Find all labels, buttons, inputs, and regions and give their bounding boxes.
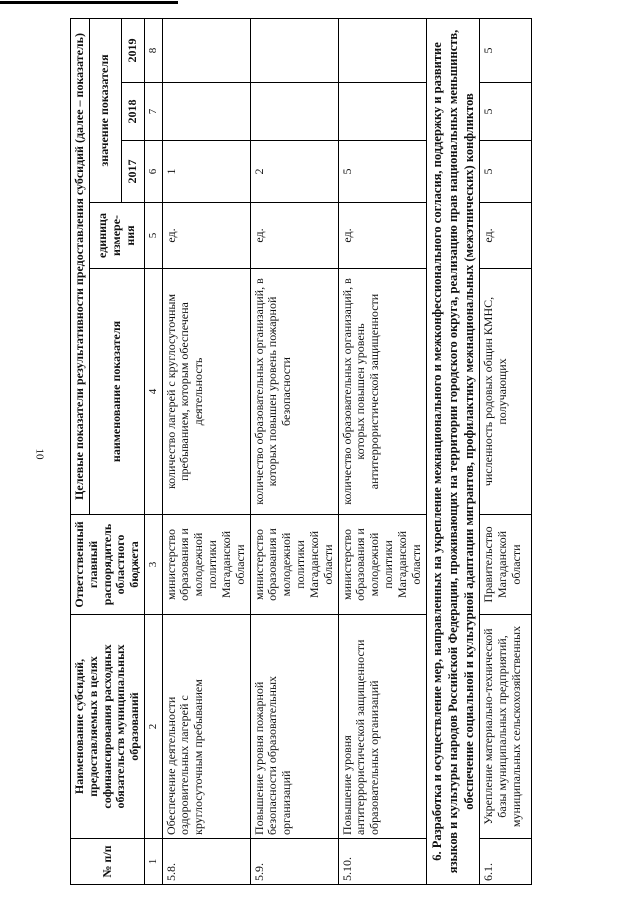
section-6-heading: 6. Разработка и осуществление мер, направленных на укрепление межнационального и межконфессионального согласия, поддержку и развитие языков и культуры народов Российской Федерации, проживающих на территории городского округа, реализацию прав национальных меньшинств, обеспечение социальной и культурной адаптации мигрантов, профилактику межнациональных (межэтнических) конфликтов <box>426 18 480 884</box>
responsible-body: Правительство Магаданской области <box>480 515 532 615</box>
responsible-body: министерство образования и молодежной политики Магаданской области <box>250 515 338 615</box>
page-number: 10 <box>33 448 46 460</box>
value-2017: 5 <box>480 141 532 203</box>
table-row <box>480 18 532 884</box>
header-year-2017: 2017 <box>121 141 144 203</box>
header-indicator-name: наименование показателя <box>89 269 144 515</box>
value-2017: 2 <box>250 141 338 203</box>
value-2018 <box>162 83 250 141</box>
rotated-content <box>70 19 592 885</box>
indicator-name: количество образовательных организаций, в которых повышен уровень антитеррористической защищенности <box>338 269 426 515</box>
row-number: 6.1. <box>480 839 532 885</box>
header-values: значение показателя <box>89 18 121 202</box>
row-number: 5.8. <box>162 839 250 885</box>
value-2017: 1 <box>162 141 250 203</box>
value-2018 <box>338 83 426 141</box>
header-year-2018: 2018 <box>121 83 144 141</box>
index-cell: 2 <box>144 615 162 839</box>
indicator-name: количество лагерей с круглосуточным пребыванием, которым обеспечена деятельность <box>162 269 250 515</box>
indicator-name: численность родовых общин КМНС, получающих <box>480 269 532 515</box>
section-heading-row <box>426 18 480 884</box>
header-targets: Целевые показатели результативности предоставления субсидий (далее – показатель) <box>71 18 90 514</box>
table-row <box>250 18 338 884</box>
header-unit: единица измере-ния <box>89 203 144 269</box>
value-2018: 5 <box>480 83 532 141</box>
index-cell: 8 <box>144 18 162 82</box>
row-number: 5.10. <box>338 839 426 885</box>
table-row <box>338 18 426 884</box>
subsidy-name: Повышение уровня антитеррористической защищенности образовательных организаций <box>338 615 426 839</box>
subsidy-name: Повышение уровня пожарной безопасности образовательных организаций <box>250 615 338 839</box>
value-2019 <box>162 18 250 82</box>
row-number: 5.9. <box>250 839 338 885</box>
unit: ед. <box>480 203 532 269</box>
header-subsidy-name: Наименование субсидий, предоставляемых в целях софинансирования расходных обязательств муниципальных образований <box>71 615 145 839</box>
unit: ед. <box>250 203 338 269</box>
value-2019 <box>338 18 426 82</box>
subsidy-table <box>70 18 532 885</box>
unit: ед. <box>162 203 250 269</box>
header-year-2019: 2019 <box>121 18 144 82</box>
value-2019: 5 <box>480 18 532 82</box>
unit: ед. <box>338 203 426 269</box>
index-cell: 7 <box>144 83 162 141</box>
header-responsible: Ответственный главный распорядитель областного бюджета <box>71 515 145 615</box>
responsible-body: министерство образования и молодежной политики Магаданской области <box>338 515 426 615</box>
subsidy-name: Укрепление материально-технической базы муниципальных предприятий, муниципальных сельскохозяйственных <box>480 615 532 839</box>
value-2017: 5 <box>338 141 426 203</box>
value-2019 <box>250 18 338 82</box>
index-cell: 5 <box>144 203 162 269</box>
responsible-body: министерство образования и молодежной политики Магаданской области <box>162 515 250 615</box>
table-row <box>162 18 250 884</box>
indicator-name: количество образовательных организаций, в которых повышен уровень пожарной безопасности <box>250 269 338 515</box>
index-cell: 6 <box>144 141 162 203</box>
index-cell: 3 <box>144 515 162 615</box>
value-2018 <box>250 83 338 141</box>
subsidy-name: Обеспечение деятельности оздоровительных лагерей с круглосуточным пребыванием <box>162 615 250 839</box>
column-index-row <box>144 18 162 884</box>
index-cell: 1 <box>144 839 162 885</box>
header-no: № п/п <box>71 839 145 885</box>
index-cell: 4 <box>144 269 162 515</box>
